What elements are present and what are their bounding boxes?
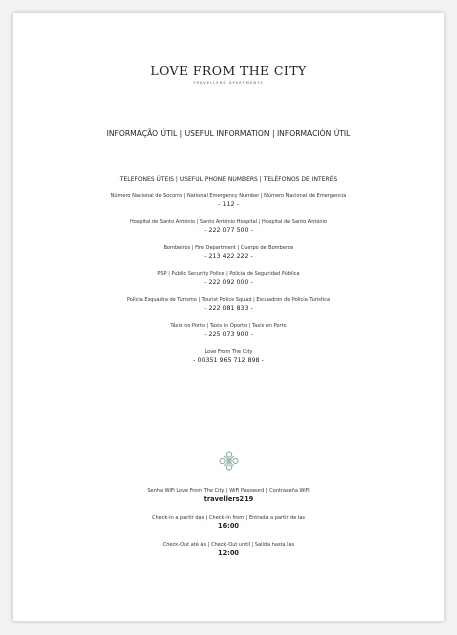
phone-number: - 222 081 833 -	[204, 305, 253, 312]
info-label: Check-Out até às | Check-Out until | Salida hasta las	[162, 542, 295, 548]
phone-number: - 112 -	[218, 201, 239, 208]
phone-label: Número Nacional de Socorro | National Emergency Number | Número Nacional de Emergencia	[110, 193, 347, 199]
phone-number: - 00351 965 712 898 -	[193, 357, 264, 364]
phone-entry	[13, 323, 444, 339]
brand-logo	[13, 63, 444, 85]
info-label: Senha WiFi Love From The City | WiFi Password | Contraseña WiFi	[147, 488, 310, 494]
phone-number: - 222 077 500 -	[204, 227, 253, 234]
phone-label: Táxis no Porto | Taxis in Oporto | Taxis en Porto	[170, 323, 287, 329]
page-title: INFORMAÇÃO ÚTIL | USEFUL INFORMATION | INFORMACIÓN ÚTIL	[106, 129, 351, 138]
section-title: TELEFONES ÚTEIS | USEFUL PHONE NUMBERS | TELÉFONOS DE INTERÉS	[119, 176, 338, 183]
phone-entry	[13, 219, 444, 235]
checkout-info	[13, 541, 444, 558]
phone-number: - 225 073 900 -	[204, 331, 253, 338]
checkin-info	[13, 514, 444, 531]
floral-ornament-icon	[218, 450, 240, 472]
info-value: travellers219	[203, 495, 254, 503]
phone-entry	[13, 297, 444, 313]
phone-label: Polícia Esquadra de Turismo | Tourist Police Squad | Escuadrón de Policía Turística	[126, 297, 331, 303]
phone-number: - 222 092 000 -	[204, 279, 253, 286]
phone-label: Love From The City	[204, 349, 253, 355]
info-value: 12:00	[218, 549, 239, 557]
phone-entry	[13, 271, 444, 287]
phone-entry	[13, 193, 444, 209]
phone-label: PSP | Public Security Police | Policia de Seguridad Pública	[157, 271, 300, 277]
logo-title: LOVE FROM THE CITY	[150, 63, 307, 78]
phone-entry	[13, 245, 444, 261]
phone-numbers-section	[13, 176, 444, 375]
document-page	[13, 13, 444, 621]
phone-label: Hospital de Santo António | Santo António Hospital | Hospital de Santo António	[129, 219, 328, 225]
phone-label: Bombeiros | Fire Department | Cuerpo de Bomberos	[163, 245, 294, 251]
info-value: 16:00	[218, 522, 239, 530]
info-label: Check-In a partir das | Check-In from | Entrada a partir de las	[151, 515, 306, 521]
stay-info-section	[13, 487, 444, 568]
wifi-info	[13, 487, 444, 504]
logo-subtitle: TRAVELLERS APARTMENTS	[193, 81, 264, 85]
phone-number: - 213 422 222 -	[204, 253, 253, 260]
phone-entry	[13, 349, 444, 365]
